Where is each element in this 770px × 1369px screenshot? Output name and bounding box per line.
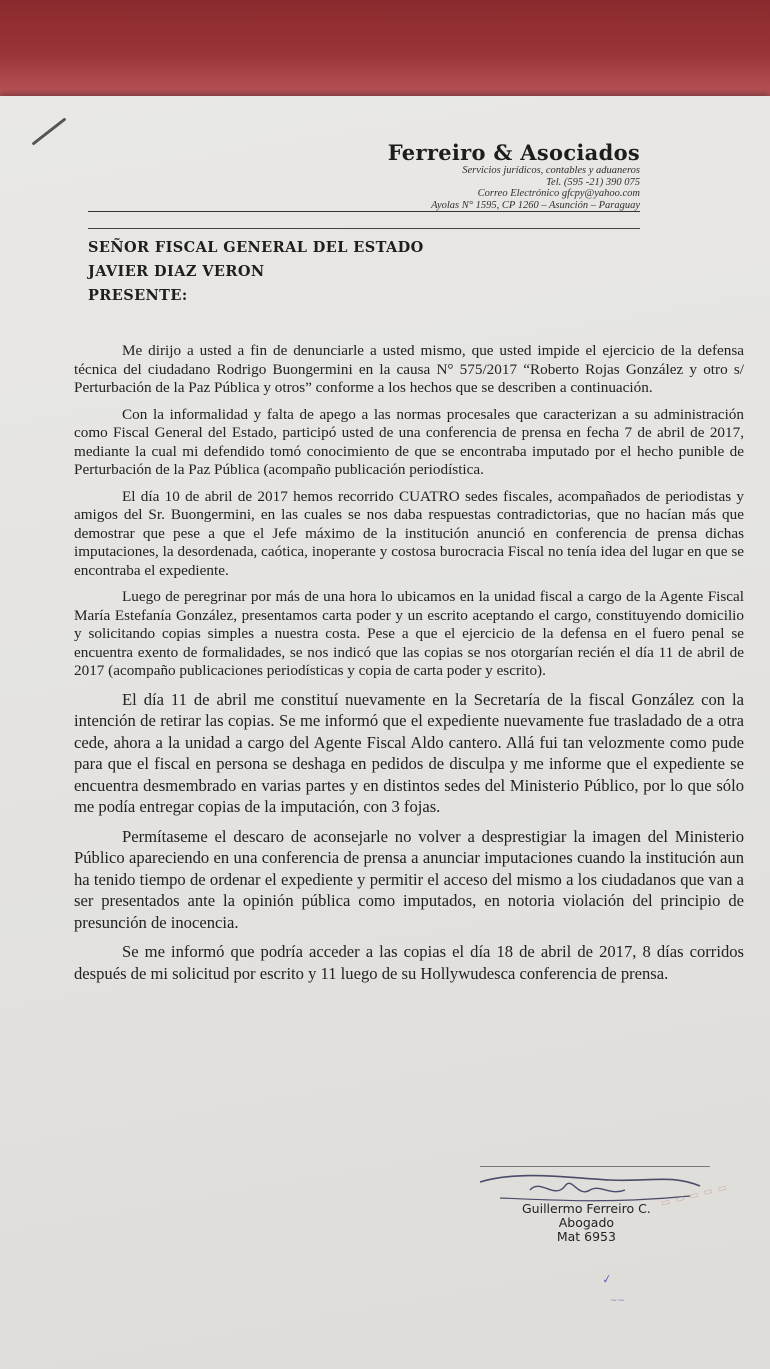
signer-name: Guillermo Ferreiro C. [522, 1201, 651, 1216]
paragraph-1: Me dirijo a usted a fin de denunciarle a usted mismo, que usted impide el ejercicio de la defensa técnica del ciudadano Rodrigo Buongermini en la causa N° 575/2017 “Roberto Rojas González y otro s/ Perturbación de la Paz Pública y otros” conforme a los hechos que se describen a continuación. [74, 342, 744, 396]
paragraph-5: El día 11 de abril me constituí nuevamente en la Secretaría de la fiscal González con la intención de retirar las copias. Se me informó que el expediente nuevamente fue trasladado de a otra cede, ahora a la unidad a cargo del Agente Fiscal Aldo cantero. Allá fui tan velozmente como pude para que el fiscal en persona se deshaga en pedidos de disculpa y me informe que el expediente se encuentra desmembrado en varias partes y en distintos sedes del Ministerio Público, por lo que sólo me podía entregar copias de la imputación, con 3 fojas. [74, 689, 744, 816]
signature-block [460, 1160, 760, 1310]
letter-body [74, 342, 744, 992]
paragraph-6: Permítaseme el descaro de aconsejarle no volver a desprestigiar la imagen del Ministerio Público apareciendo en una conferencia de prensa a anunciar imputaciones cuando la institución aun ha tenido tiempo de ordenar el expediente y permitir el acceso del mismo a los ciudadanos que van a ser presentados ante la opinión pública como imputados, en notoria violación del principio de presunción de inocencia. [74, 826, 744, 932]
paragraph-2: Con la informalidad y falta de apego a las normas procesales que caracterizan a su administración como Fiscal General del Estado, participó usted de una conferencia de prensa en fecha 7 de abril de 2017, mediante la cual mi defendido tomó conocimiento de que se encontraba imputado por el hecho punible de Perturbación de la Paz Pública (acompaño publicación periodística. [74, 405, 744, 478]
addressee-presente: PRESENTE: [88, 287, 188, 304]
paragraph-3: El día 10 de abril de 2017 hemos recorrido CUATRO sedes fiscales, acompañados de periodistas y amigos del Sr. Buongermini, en las cuales se nos daba respuestas contradictorias, que no hacían más que demostrar que pese a que el Jefe máximo de la institución anunció en conferencia de prensa dichas imputaciones, la desordenada, caótica, inoperante y costosa burocracia Fiscal no tenía idea del lugar en que se encontraba el expediente. [74, 487, 744, 579]
firm-name: Ferreiro & Asociados [387, 140, 640, 165]
letterhead [388, 140, 640, 211]
ink-mark-icon: ✓ [600, 1271, 614, 1287]
signer-title: Abogado [558, 1215, 615, 1230]
ink-scribble-icon: ~~ [610, 1296, 626, 1306]
firm-phone: Tel. (595 -21) 390 075 [546, 176, 640, 188]
addressee-block [88, 236, 424, 308]
faded-stamp: ▭ ▭ ▭ ▭ ▭ [659, 1181, 730, 1210]
letterhead-rule-bottom [88, 228, 640, 229]
paragraph-4: Luego de peregrinar por más de una hora lo ubicamos en la unidad fiscal a cargo de la Agente Fiscal María Estefanía González, presentamos carta poder y un escrito aceptando el cargo, constituyendo domicilio y solicitando copias simples a nuestra costa. Pese a que el ejercicio de la defensa en el fuero penal se encuentra exento de formalidades, se nos indicó que las copias se nos otorgarían recién el día 11 de abril de 2017 (acompaño publicaciones periodísticas y copia de carta poder y escrito). [74, 588, 744, 679]
addressee-title: SEÑOR FISCAL GENERAL DEL ESTADO [88, 239, 424, 256]
firm-email: Correo Electrónico gfcpy@yahoo.com [477, 188, 640, 199]
letterhead-rule [88, 211, 640, 212]
firm-services: Servicios jurídicos, contables y aduaneros [462, 165, 640, 176]
addressee-name: JAVIER DIAZ VERON [88, 263, 265, 280]
paragraph-7: Se me informó que podría acceder a las copias el día 18 de abril de 2017, 8 días corridos después de mi solicitud por escrito y 11 luego de su Hollywudesca conferencia de prensa. [74, 942, 744, 983]
signer-registration: Mat 6953 [556, 1229, 616, 1244]
signature-text [522, 1202, 651, 1244]
firm-address: Ayolas N° 1595, CP 1260 – Asunción – Paraguay [431, 199, 640, 211]
